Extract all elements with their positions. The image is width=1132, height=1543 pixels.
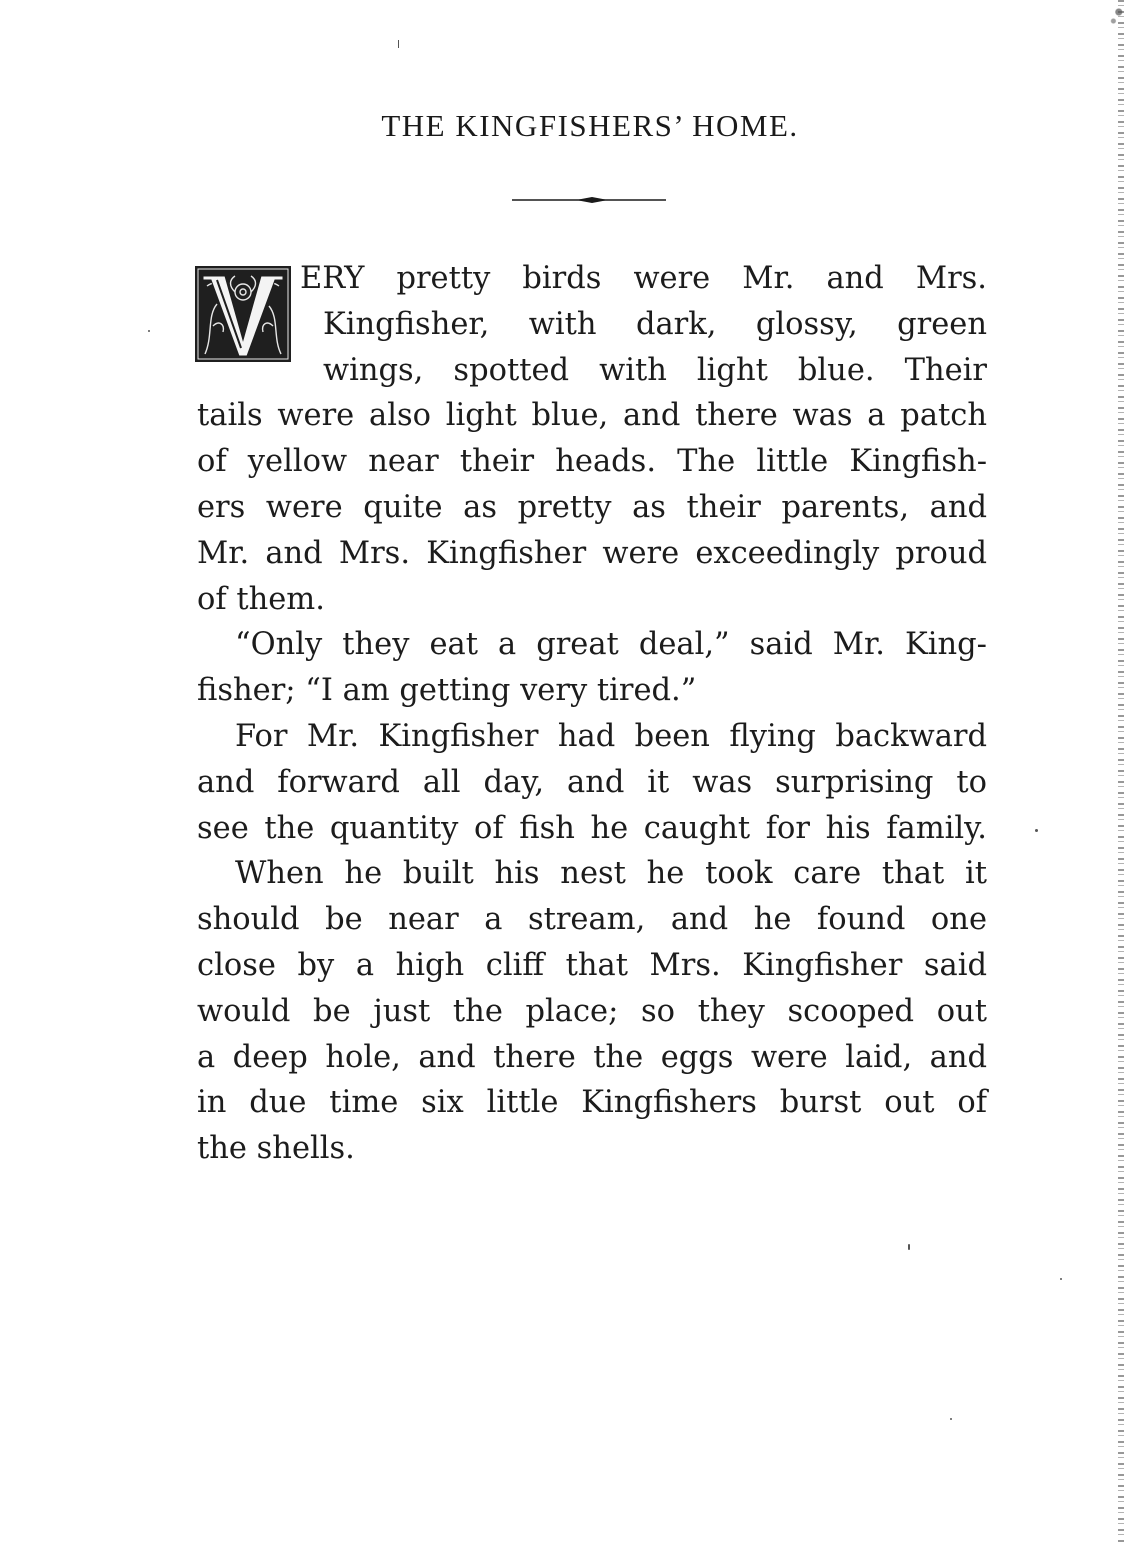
text-line: For Mr. Kingfisher had been flying backward [235, 718, 987, 754]
text-line: would be just the place; so they scooped out [197, 993, 987, 1029]
text-line: of yellow near their heads. The little Kingfish- [197, 444, 987, 480]
text-line: tails were also light blue, and there was a patch [197, 398, 987, 434]
text-line: should be near a stream, and he found one [197, 902, 987, 938]
scan-speck [1060, 1278, 1062, 1280]
text-line: of them. [197, 581, 325, 617]
scan-speck [1035, 829, 1038, 832]
text-line: close by a high cliff that Mrs. Kingfisher said [197, 947, 987, 983]
chapter-title: THE KINGFISHERS’ HOME. [381, 108, 799, 143]
text-line: ERY pretty birds were Mr. and Mrs. [300, 261, 987, 296]
text-line: the shells. [197, 1131, 355, 1167]
text-line: wings, spotted with light blue. Their [323, 352, 987, 388]
scan-speck [908, 1244, 910, 1250]
text-line: “Only they eat a great deal,” said Mr. King- [235, 627, 987, 663]
body-text [197, 256, 987, 1172]
text-line: see the quantity of fish he caught for his family. [197, 810, 987, 846]
scan-blemish [1108, 0, 1126, 30]
text-line: ers were quite as pretty as their parents, and [197, 489, 987, 525]
scanned-page-edge [1118, 0, 1124, 1543]
text-line: fisher; “I am getting very tired.” [197, 673, 697, 709]
text-line: Kingfisher, with dark, glossy, green [323, 306, 987, 342]
scan-speck [398, 40, 399, 48]
text-line: When he built his nest he took care that it [235, 856, 987, 892]
text-line: a deep hole, and there the eggs were laid, and [197, 1039, 987, 1075]
text-line: and forward all day, and it was surprising to [197, 764, 987, 800]
text-line: Mr. and Mrs. Kingfisher were exceedingly proud [197, 535, 987, 571]
title-rule-ornament-icon [512, 193, 666, 207]
text-line: in due time six little Kingfishers burst out of [197, 1085, 987, 1121]
scan-speck [148, 330, 150, 332]
scan-speck [950, 1418, 952, 1420]
